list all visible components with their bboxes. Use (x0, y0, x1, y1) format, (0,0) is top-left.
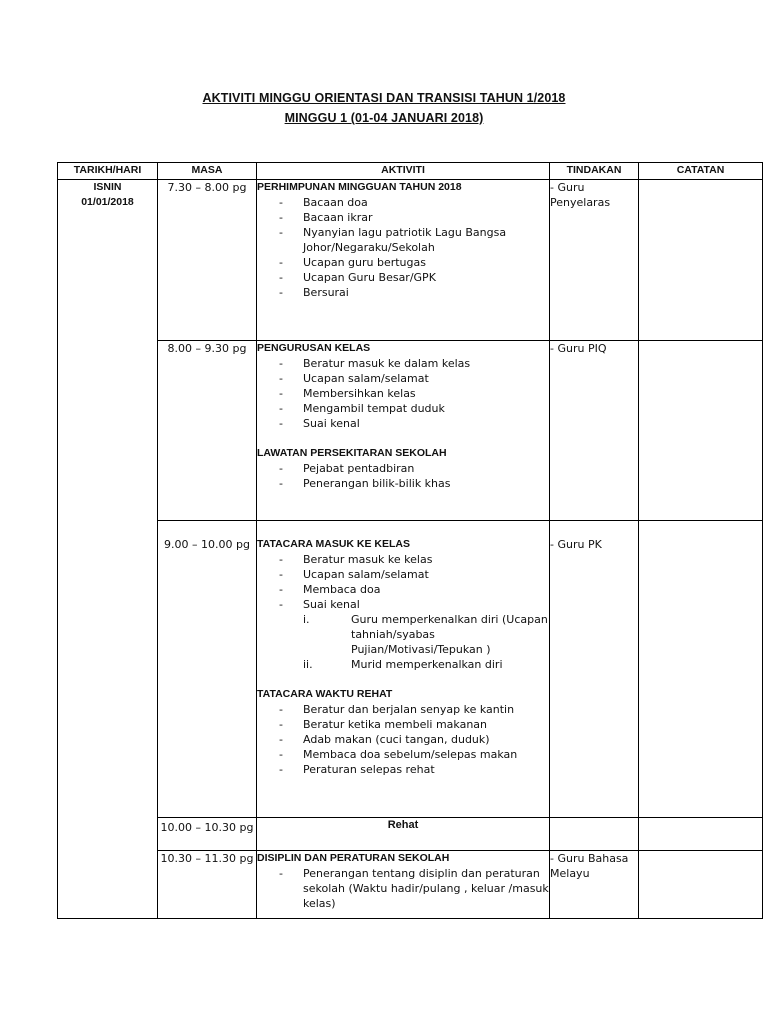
activity-cell (257, 521, 550, 818)
list-item: - Bersurai (279, 286, 349, 299)
time-cell: 8.00 – 9.30 pg (158, 341, 257, 521)
list-item: - Ucapan salam/selamat (279, 372, 429, 385)
catatan-cell (639, 818, 763, 851)
list-item: - Ucapan Guru Besar/GPK (279, 271, 436, 284)
document-subtitle: MINGGU 1 (01-04 JANUARI 2018) (284, 111, 484, 125)
list-item: - Membersihkan kelas (279, 387, 416, 400)
list-item: - Adab makan (cuci tangan, duduk) (279, 733, 490, 746)
section-heading: TATACARA WAKTU REHAT (257, 688, 393, 700)
table-row (58, 341, 763, 521)
list-item: - Nyanyian lagu patriotik Lagu Bangsa Johor/Negaraku/Sekolah (279, 226, 507, 254)
section-heading: LAWATAN PERSEKITARAN SEKOLAH (257, 447, 447, 459)
catatan-cell (639, 341, 763, 521)
document-title: AKTIVITI MINGGU ORIENTASI DAN TRANSISI TAHUN 1/2018 (202, 91, 566, 105)
list-item: - Bacaan ikrar (279, 211, 373, 224)
list-item: - Membaca doa sebelum/selepas makan (279, 748, 518, 761)
list-item: - Beratur dan berjalan senyap ke kantin (279, 703, 515, 716)
list-item: - Beratur masuk ke kelas (279, 553, 433, 566)
section-heading: PERHIMPUNAN MINGGUAN TAHUN 2018 (257, 181, 462, 193)
list-item: - Peraturan selepas rehat (279, 763, 435, 776)
tindakan-cell: - Guru PK (550, 521, 639, 818)
tindakan-cell: - Guru PIQ (550, 341, 639, 521)
header-catatan: CATATAN (639, 163, 763, 180)
list-item: - Penerangan tentang disiplin dan peraturan sekolah (Waktu hadir/pulang , keluar /masuk kelas) (279, 867, 549, 910)
catatan-cell (639, 521, 763, 818)
catatan-cell (639, 180, 763, 341)
list-item: - Beratur ketika membeli makanan (279, 718, 488, 731)
rehat-cell: Rehat (257, 818, 550, 851)
day-cell (58, 180, 158, 919)
list-item: - Bacaan doa (279, 196, 368, 209)
activity-cell (257, 180, 550, 341)
table-row (58, 521, 763, 818)
list-item: - Ucapan guru bertugas (279, 256, 426, 269)
list-item: - Penerangan bilik-bilik khas (279, 477, 451, 490)
activity-cell (257, 851, 550, 919)
list-item: - Mengambil tempat duduk (279, 402, 445, 415)
tindakan-cell (550, 818, 639, 851)
day-date: 01/01/2018 (81, 196, 134, 208)
day-name: ISNIN (93, 181, 122, 193)
sub-list-item: ii. Murid memperkenalkan diri (303, 658, 503, 671)
section-heading: DISIPLIN DAN PERATURAN SEKOLAH (257, 852, 450, 864)
time-cell: 9.00 – 10.00 pg (158, 521, 257, 818)
section-heading: TATACARA MASUK KE KELAS (257, 538, 411, 550)
header-tindakan: TINDAKAN (550, 163, 639, 180)
sub-list-item: i. Guru memperkenalkan diri (Ucapan tahniah/syabas Pujian/Motivasi/Tepukan ) (303, 613, 548, 656)
document-header (0, 88, 768, 128)
catatan-cell (639, 851, 763, 919)
section-heading: PENGURUSAN KELAS (257, 342, 371, 354)
table-row (58, 180, 763, 341)
activity-cell (257, 341, 550, 521)
time-cell: 10.00 – 10.30 pg (158, 818, 257, 851)
table-row (58, 818, 763, 851)
table-header-row (58, 163, 763, 180)
list-item: - Membaca doa (279, 583, 381, 596)
list-item: - Ucapan salam/selamat (279, 568, 429, 581)
list-item: - Suai kenal (279, 598, 360, 611)
time-cell: 7.30 – 8.00 pg (158, 180, 257, 341)
schedule-table (57, 162, 763, 919)
tindakan-cell: - Guru Penyelaras (550, 180, 639, 341)
tindakan-cell: - Guru Bahasa Melayu (550, 851, 639, 919)
header-masa: MASA (158, 163, 257, 180)
list-item: - Suai kenal (279, 417, 360, 430)
list-item: - Beratur masuk ke dalam kelas (279, 357, 471, 370)
list-item: - Pejabat pentadbiran (279, 462, 415, 475)
table-row (58, 851, 763, 919)
header-tarikh-hari: TARIKH/HARI (58, 163, 158, 180)
time-cell: 10.30 – 11.30 pg (158, 851, 257, 919)
header-aktiviti: AKTIVITI (257, 163, 550, 180)
